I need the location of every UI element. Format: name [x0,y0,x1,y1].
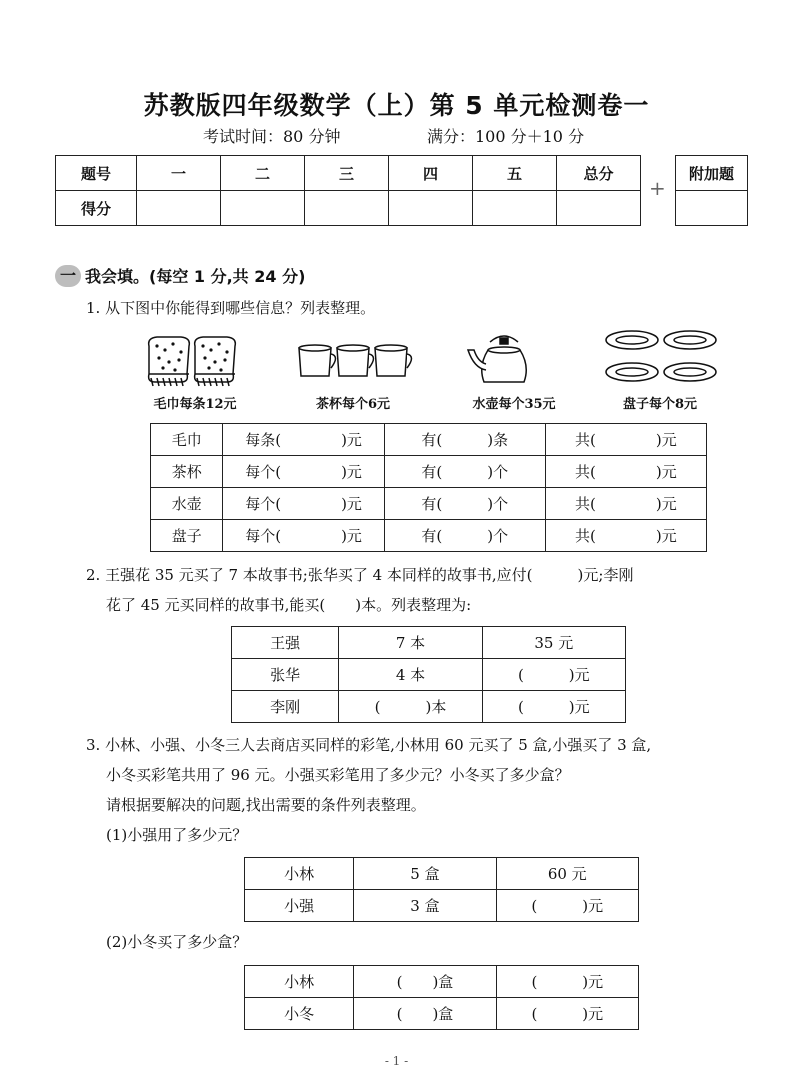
table-cell: 5 盒 [354,858,496,890]
table-cell: 共( )元 [545,456,706,488]
page-number: - 1 - [384,1054,409,1068]
score-header-cell: 题号 [56,156,137,191]
table-cell: 小林 [245,858,354,890]
teacup-icon [296,340,416,380]
table-cell: 水壶 [151,488,223,520]
table-cell: 有( )条 [384,424,545,456]
score-row-label: 得分 [56,191,137,226]
section-title: 我会填。(每空 1 分,共 24 分) [85,267,306,286]
score-blank[interactable] [473,191,557,226]
score-blank[interactable] [137,191,221,226]
table-cell: 王强 [232,627,339,659]
question-3-line1: 3. 小林、小强、小冬三人去商店买同样的彩笔,小林用 60 元买了 5 盒,小强买了 3 盒, [86,736,652,754]
table-cell: ( )元 [496,966,638,998]
table-cell: 每个( )元 [223,456,384,488]
table-cell: ( )元 [482,659,625,691]
table-row [151,520,707,552]
table-row [232,691,626,723]
bonus-blank[interactable] [676,191,748,226]
table-cell: 7 本 [339,627,482,659]
full-score: 满分：100 分＋10 分 [427,127,585,146]
table-cell: 共( )元 [545,488,706,520]
table-cell: ( )本 [339,691,482,723]
score-blank[interactable] [221,191,305,226]
table-row [245,966,639,998]
table-cell: ( )盒 [354,966,496,998]
score-header-cell: 五 [473,156,557,191]
table-row [151,424,707,456]
question-2-line2: 花了 45 元买同样的故事书,能买( )本。列表整理为: [106,596,472,614]
score-header-cell: 总分 [557,156,641,191]
table-row [232,659,626,691]
table-cell: 每个( )元 [223,488,384,520]
q1-table [150,423,707,552]
table-cell: 3 盒 [354,890,496,922]
table-cell: 每个( )元 [223,520,384,552]
score-header-cell: 一 [137,156,221,191]
table-cell: ( )元 [496,998,638,1030]
table-cell: 60 元 [496,858,638,890]
table-cell: ( )盒 [354,998,496,1030]
table-cell: 有( )个 [384,520,545,552]
table-row [245,890,639,922]
table-cell: 每条( )元 [223,424,384,456]
table-cell: 共( )元 [545,424,706,456]
question-3-sub1: (1)小强用了多少元？ [106,826,248,844]
score-table [55,155,641,226]
table-cell: ( )元 [482,691,625,723]
exam-time: 考试时间：80 分钟 [203,127,341,146]
score-blank[interactable] [389,191,473,226]
picture-label: 盘子每个8元 [622,397,698,412]
question-3-line2: 小冬买彩笔共用了 96 元。小强买彩笔用了多少元？小冬买了多少盒？ [106,766,570,784]
table-cell: 4 本 [339,659,482,691]
table-cell: 盘子 [151,520,223,552]
table-row [151,456,707,488]
table-cell: 茶杯 [151,456,223,488]
table-row [245,998,639,1030]
question-1-text: 1. 从下图中你能得到哪些信息？列表整理。 [86,299,376,317]
picture-label: 茶杯每个6元 [315,397,391,412]
score-header-cell: 三 [305,156,389,191]
question-3-sub2: (2)小冬买了多少盒？ [106,933,248,951]
score-blank[interactable] [305,191,389,226]
kettle-icon [464,326,544,386]
towel-icon [143,332,243,388]
table-cell: 李刚 [232,691,339,723]
table-row [232,627,626,659]
section-badge: 一 [55,265,81,287]
picture-label: 水壶每个35元 [472,397,556,412]
table-cell: 共( )元 [545,520,706,552]
table-cell: 张华 [232,659,339,691]
bonus-table [675,155,748,226]
table-cell: 小林 [245,966,354,998]
table-cell: 35 元 [482,627,625,659]
q2-table [231,626,626,723]
plus-sign: + [649,176,666,200]
table-row [151,488,707,520]
table-cell: 小冬 [245,998,354,1030]
table-cell: 小强 [245,890,354,922]
table-row [245,858,639,890]
table-cell: ( )元 [496,890,638,922]
question-3-line3: 请根据要解决的问题,找出需要的条件列表整理。 [106,796,426,814]
picture-label: 毛巾每条12元 [153,397,237,412]
page-title: 苏教版四年级数学（上）第 5 单元检测卷一 [143,91,650,120]
table-cell: 有( )个 [384,488,545,520]
table-cell: 有( )个 [384,456,545,488]
q3-table-2 [244,965,639,1030]
score-header-cell: 四 [389,156,473,191]
table-cell: 毛巾 [151,424,223,456]
bonus-header: 附加题 [676,156,748,191]
score-header-cell: 二 [221,156,305,191]
q3-table-1 [244,857,639,922]
score-blank[interactable] [557,191,641,226]
section-heading [55,264,305,287]
question-2-line1: 2. 王强花 35 元买了 7 本故事书;张华买了 4 本同样的故事书,应付( )元;李刚 [86,566,634,584]
plate-icon [604,328,720,388]
